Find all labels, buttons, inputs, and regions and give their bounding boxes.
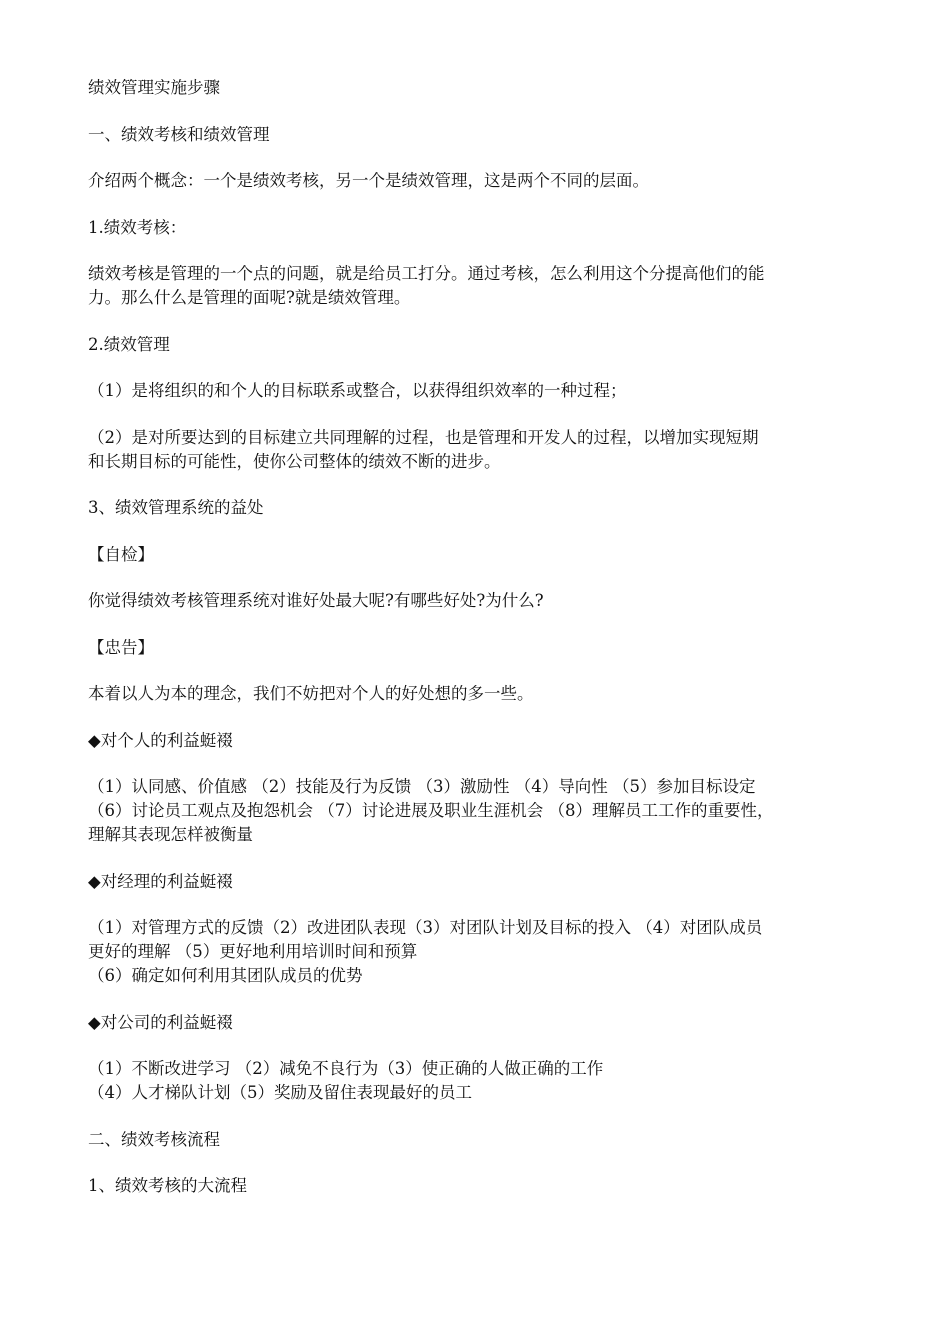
section-heading-2 [88,1128,880,1152]
text-line: 绩效考核是管理的一个点的问题，就是给员工打分。通过考核，怎么利用这个分提高他们的能 [88,264,765,283]
heading-company-benefits [88,1011,880,1035]
text-line: 2.绩效管理 [88,334,170,354]
text-line: 本着以人为本的理念，我们不妨把对个人的好处想的多一些。 [88,684,534,703]
heading-manager-benefits [88,870,880,894]
paragraph-advice [88,682,880,706]
paragraph-management-point-1 [88,379,880,403]
paragraph-management-point-2 [88,426,880,474]
section-heading-1 [88,123,880,147]
text-line: （1）对管理方式的反馈（2）改进团队表现（3）对团队计划及目标的投入 （4）对团队成员 [88,918,763,937]
subheading-benefits [88,496,880,520]
text-line: （6）确定如何利用其团队成员的优势 [88,966,363,985]
text-line: 理解其表现怎样被衡量 [88,825,253,844]
label-self-check [88,543,880,567]
document-body [88,76,880,1198]
subheading-appraisal [88,216,880,240]
list-individual-benefits [88,775,880,847]
text-line: 力。那么什么是管理的面呢?就是绩效管理。 [88,288,411,307]
text-line: 绩效管理实施步骤 [88,78,220,97]
text-line: （1）是将组织的和个人的目标联系或整合，以获得组织效率的一种过程； [88,381,627,400]
list-company-benefits [88,1057,880,1105]
subheading-management [88,333,880,357]
text-line: （4）人才梯队计划（5）奖励及留住表现最好的员工 [88,1083,472,1102]
text-line: ◆对公司的利益蜓裰 [88,1012,233,1032]
list-manager-benefits [88,916,880,988]
paragraph-intro [88,169,880,193]
text-line: 1.绩效考核： [88,217,187,237]
text-line: 更好的理解 （5）更好地利用培训时间和预算 [88,942,418,961]
text-line: 【忠告】 [88,637,154,657]
text-line: ◆对经理的利益蜓裰 [88,871,233,891]
text-line: 1、绩效考核的大流程 [88,1176,247,1195]
document-title [88,76,880,100]
paragraph-self-check-question [88,589,880,613]
text-line: （6）讨论员工观点及抱怨机会 （7）讨论进展及职业生涯机会 （8）理解员工工作的重要性， [88,801,774,820]
text-line: （1）认同感、价值感 （2）技能及行为反馈 （3）激励性 （4）导向性 （5）参加目标设定 [88,777,756,796]
label-advice [88,636,880,660]
subheading-appraisal-process [88,1174,880,1198]
paragraph-appraisal-definition [88,262,880,310]
text-line: 【自检】 [88,544,154,564]
text-line: （1）不断改进学习 （2）减免不良行为（3）使正确的人做正确的工作 [88,1059,604,1078]
text-line: 一、绩效考核和绩效管理 [88,124,270,144]
text-line: 二、绩效考核流程 [88,1129,220,1149]
heading-individual-benefits [88,729,880,753]
text-line: 和长期目标的可能性，使你公司整体的绩效不断的进步。 [88,451,501,471]
text-line: ◆对个人的利益蜓裰 [88,730,233,750]
text-line: 你觉得绩效考核管理系统对谁好处最大呢?有哪些好处?为什么? [88,591,544,610]
text-line: 介绍两个概念：一个是绩效考核，另一个是绩效管理，这是两个不同的层面。 [88,171,649,190]
text-line: （2）是对所要达到的目标建立共同理解的过程，也是管理和开发人的过程，以增加实现短期 [88,427,759,447]
text-line: 3、绩效管理系统的益处 [88,498,264,517]
